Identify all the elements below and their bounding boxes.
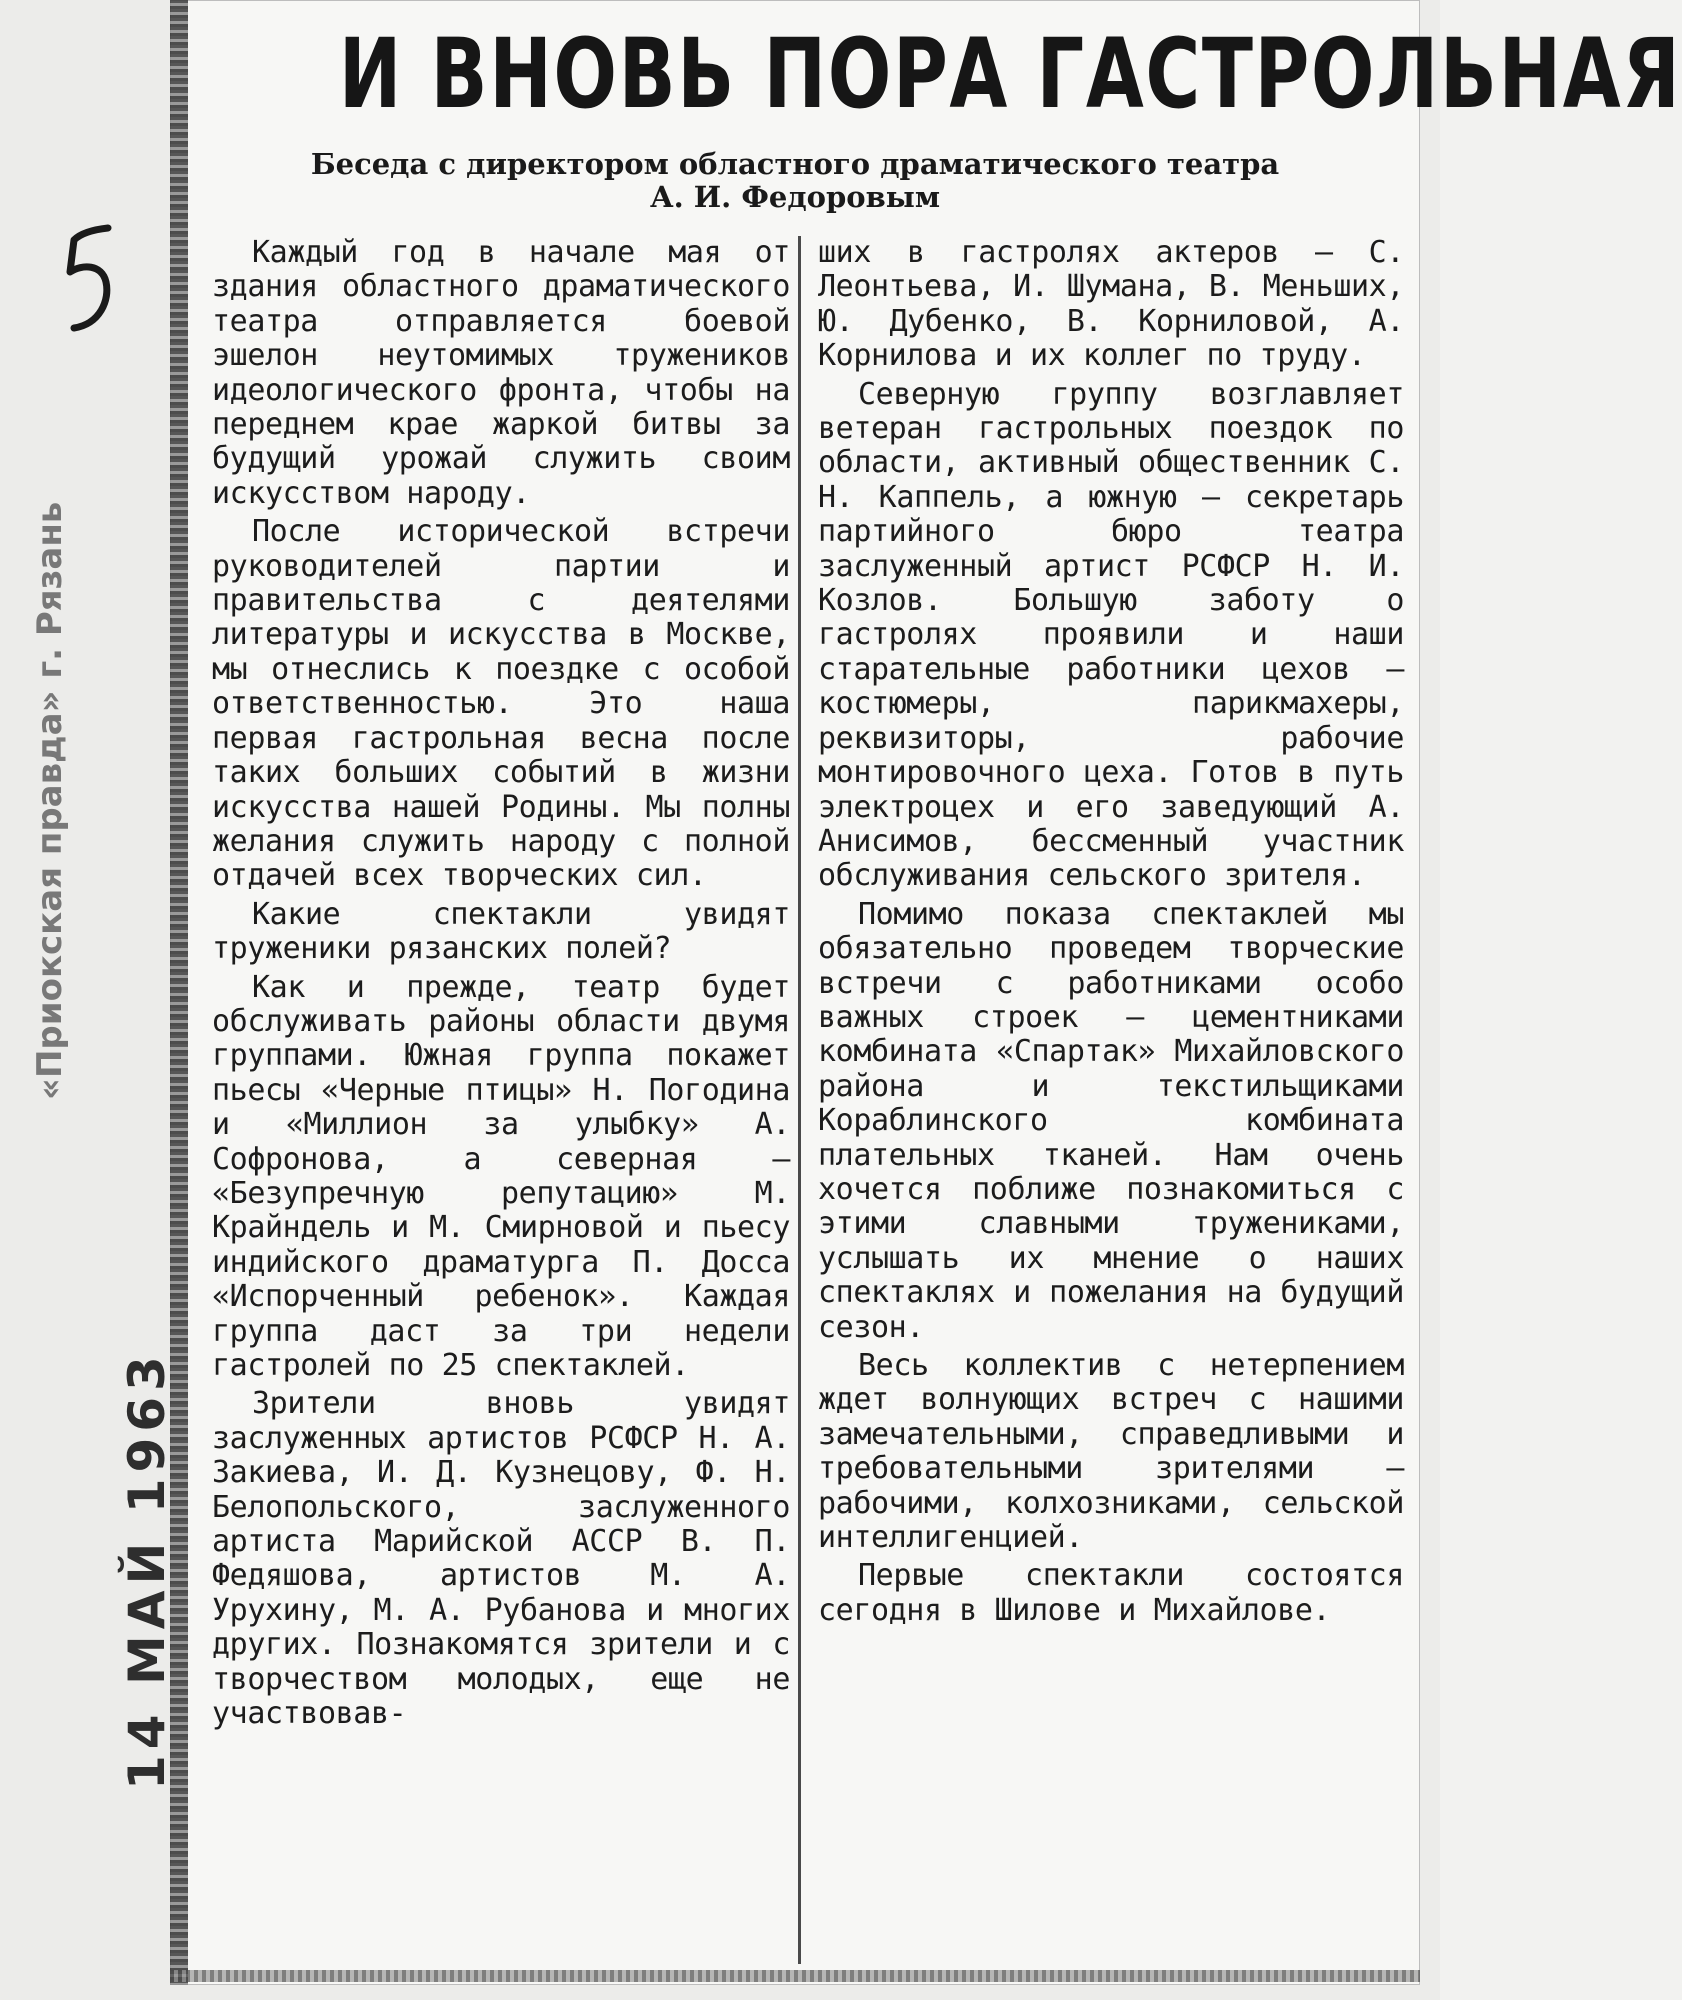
article-column-right xyxy=(818,236,1404,1632)
newspaper-source-stamp: «Приокская правда» г. Рязань xyxy=(30,501,70,1100)
paragraph: Каждый год в начале мая от здания областного драматического театра отправляется боевой эшелон неутомимых тружеников идеологического фронта, чтобы на переднем крае жаркой битвы за будущий урожай служить своим искусством народу. xyxy=(212,235,790,511)
paragraph: Первые спектакли состоятся сегодня в Шилове и Михайлове. xyxy=(818,1558,1404,1628)
article-subtitle xyxy=(210,148,1380,214)
paragraph: После исторической встречи руководителей партии и правительства с деятелями литературы и искусства в Москве, мы отнеслись к поездке с особой ответственностью. Это наша первая гастрольная весна после таких больших событий в жизни искусства нашей Родины. Мы полны желания служить народу с полной отдачей всех творческих сил. xyxy=(212,514,790,894)
clipping-bottom-edge xyxy=(170,1970,1420,1982)
paragraph: Какие спектакли увидят труженики рязанских полей? xyxy=(212,896,790,967)
date-stamp: 14 МАЙ 1963 xyxy=(118,1350,176,1790)
article-headline: И ВНОВЬ ПОРА ГАСТРОЛЬНАЯ xyxy=(338,18,1682,130)
paragraph: Зрители вновь увидят заслуженных артистов РСФСР Н. А. Закиева, И. Д. Кузнецову, Ф. Н. Белопольского, заслуженного артиста Марийской АССР В. П. Федяшова, артистов М. А. Урухину, М. А. Рубанова и многих других. Познакомятся зрители и с творчеством молодых, еще не участвовав- xyxy=(212,1386,790,1732)
paragraph: ших в гастролях актеров — С. Леонтьева, И. Шумана, В. Меньших, Ю. Дубенко, В. Корниловой, А. Корнилова и их коллег по труду. xyxy=(818,235,1404,374)
subtitle-line-1: Беседа с директором областного драматического театра xyxy=(310,147,1280,181)
handwritten-number-5 xyxy=(60,220,120,340)
article-column-left xyxy=(212,236,790,1735)
subtitle-line-2: А. И. Федоровым xyxy=(649,180,941,214)
paragraph: Помимо показа спектаклей мы обязательно проведем творческие встречи с работниками особо важных строек — цементниками комбината «Спартак» Михайловского района и текстильщиками Кораблинского комбината плательных тканей. Нам очень хочется поближе познакомиться с этими славными тружениками, услышать их мнение о наших спектаклях и пожелания на будущий сезон. xyxy=(818,896,1404,1345)
paragraph: Как и прежде, театр будет обслуживать районы области двумя группами. Южная группа покажет пьесы «Черные птицы» Н. Погодина и «Миллион за улыбку» А. Софронова, а северная — «Безупречную репутацию» М. Крайндель и М. Смирновой и пьесу индийского драматурга П. Досса «Испорченный ребенок». Каждая группа даст за три недели гастролей по 25 спектаклей. xyxy=(212,969,790,1383)
paragraph: Северную группу возглавляет ветеран гастрольных поездок по области, активный общественник С. Н. Каппель, а южную — секретарь партийного бюро театра заслуженный артист РСФСР Н. И. Козлов. Большую заботу о гастролях проявили и наши старательные работники цехов — костюмеры, парикмахеры, реквизиторы, рабочие монтировочного цеха. Готов в путь электроцех и его заведующий А. Анисимов, бессменный участник обслуживания сельского зрителя. xyxy=(818,376,1404,894)
paragraph: Весь коллектив с нетерпением ждет волнующих встреч с нашими замечательными, справедливыми и требовательными зрителями — рабочими, колхозниками, сельской интеллигенцией. xyxy=(818,1348,1404,1556)
column-divider xyxy=(798,236,801,1964)
